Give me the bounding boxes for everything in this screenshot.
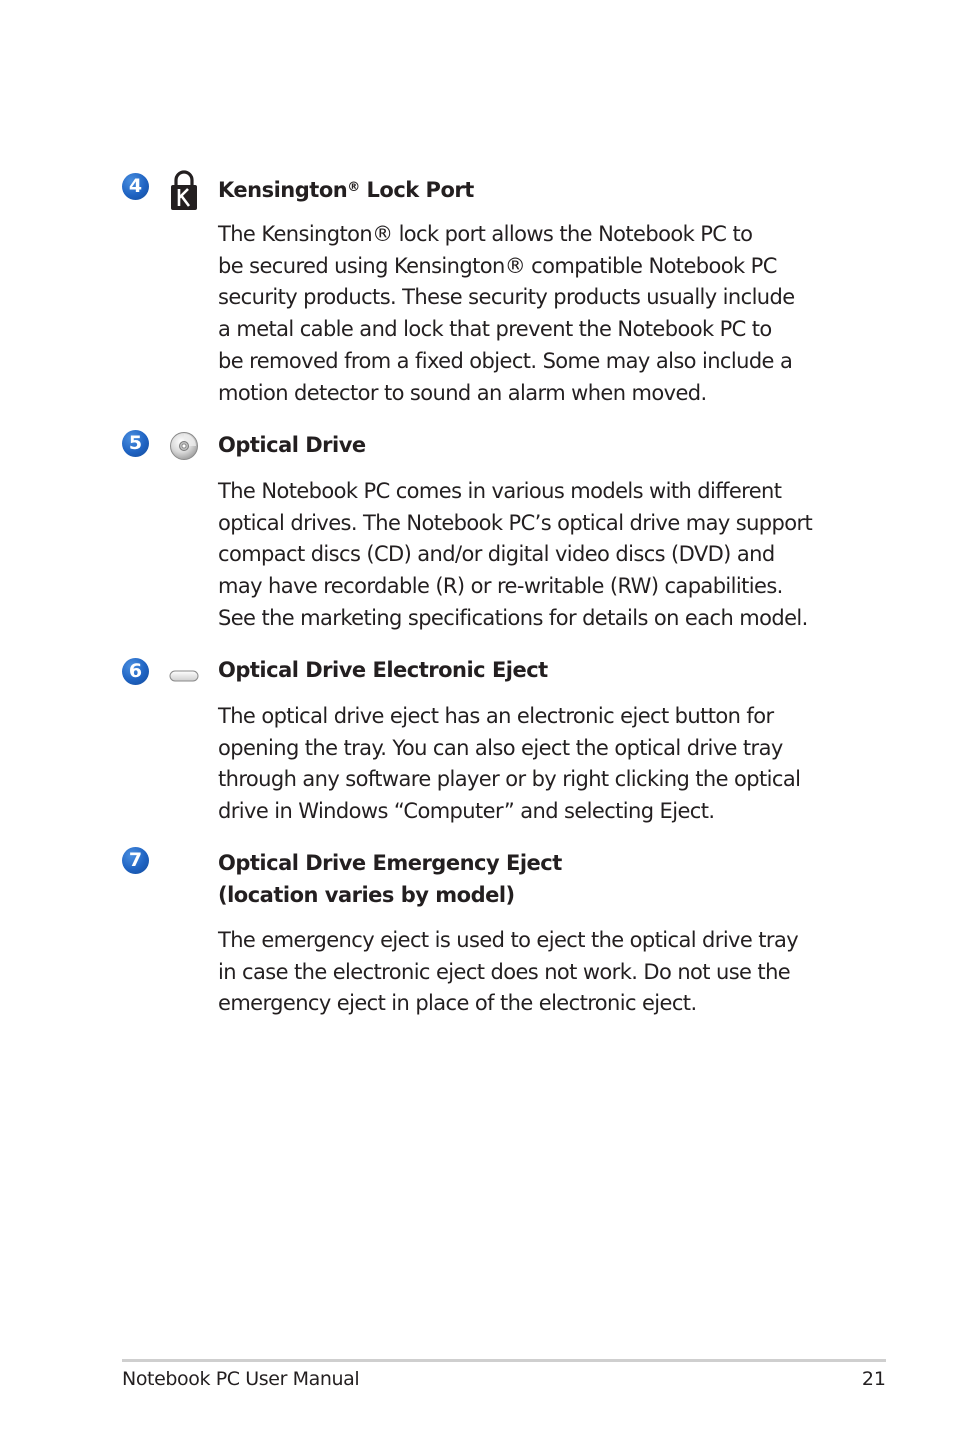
- body-line: The emergency eject is used to eject the optical drive tray: [218, 928, 799, 952]
- body-line: emergency eject in place of the electronic eject.: [218, 991, 697, 1016]
- section-body: [218, 476, 812, 635]
- section-heading: Optical Drive Electronic Eject: [218, 658, 548, 682]
- body-line: may have recordable (R) or re-writable (RW) capabilities.: [218, 574, 783, 599]
- body-line: opening the tray. You can also eject the optical drive tray: [218, 735, 783, 760]
- item-number-badge: 6: [122, 658, 149, 685]
- optical-disc-icon: [169, 431, 199, 465]
- heading-line: Optical Drive Emergency Eject: [218, 851, 562, 875]
- body-line: drive in Windows “Computer” and selecting Eject.: [218, 799, 715, 824]
- body-line: See the marketing specifications for details on each model.: [218, 605, 808, 630]
- body-line: security products. These security products usually include: [218, 285, 795, 310]
- body-line: The Notebook PC comes in various models with different: [218, 479, 782, 503]
- body-line: The optical drive eject has an electronic eject button for: [218, 704, 774, 728]
- footer-page-number: 21: [861, 1368, 886, 1390]
- body-line: optical drives. The Notebook PC’s optical drive may support: [218, 510, 813, 535]
- body-line: motion detector to sound an alarm when moved.: [218, 380, 707, 405]
- item-number-badge: 5: [122, 430, 149, 457]
- section-heading: [218, 847, 562, 911]
- body-line: a metal cable and lock that prevent the Notebook PC to: [218, 317, 772, 342]
- section-body: [218, 219, 795, 409]
- footer-manual-title: Notebook PC User Manual: [122, 1368, 360, 1390]
- eject-button-icon: [169, 667, 199, 686]
- item-number-badge: 7: [122, 847, 149, 874]
- heading-line: (location varies by model): [218, 883, 515, 907]
- body-line: The Kensington® lock port allows the Notebook PC to: [218, 222, 753, 246]
- section-body: [218, 701, 800, 828]
- body-line: through any software player or by right clicking the optical: [218, 767, 801, 792]
- body-line: be removed from a fixed object. Some may also include a: [218, 348, 793, 373]
- section-heading: Optical Drive: [218, 433, 366, 457]
- body-line: in case the electronic eject does not work. Do not use the: [218, 959, 791, 984]
- section-heading: Kensington® Lock Port: [218, 178, 474, 202]
- body-line: be secured using Kensington® compatible Notebook PC: [218, 253, 777, 278]
- section-body: [218, 925, 798, 1020]
- body-line: compact discs (CD) and/or digital video discs (DVD) and: [218, 542, 775, 567]
- footer-divider: [122, 1359, 886, 1362]
- item-number-badge: 4: [122, 173, 149, 200]
- kensington-lock-icon: [169, 170, 199, 214]
